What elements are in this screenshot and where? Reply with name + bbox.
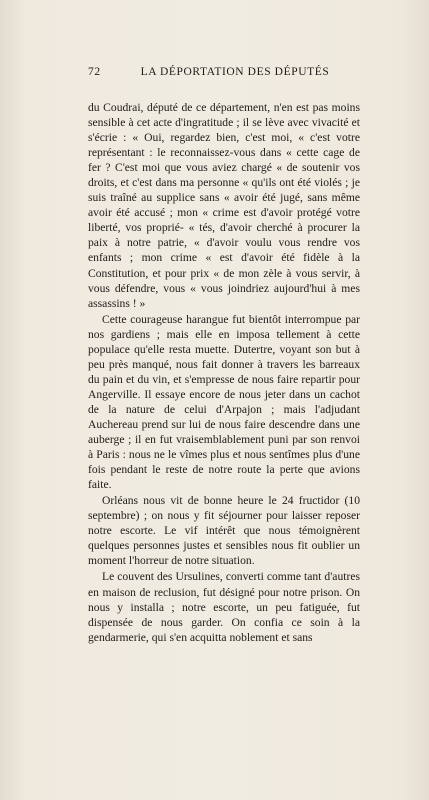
paragraph-speech: du Coudrai, député de ce département, n'en est pas moins sensible à cet acte d'ingratitude ; il se lève avec vivacité et s'écrie : « Oui, regardez bien, c'est moi, « c'est votre représentant : le reconnaissez-vous dans « cette cage de fer ? C'est moi que vous aviez chargé « de soutenir vos droits, et c'est dans ma personne « qu'ils ont été violés ; je suis traîné au supplice sans « avoir été jugé, sans même avoir été accusé ; mon « crime est d'avoir protégé votre liberté, vos proprié- « tés, d'avoir cherché à procurer la paix à notre patrie, « d'avoir voulu vous rendre vos enfants ; mon crime « est d'avoir été fidèle à la Constitution, et pour prix « de mon zèle à vous servir, à vous défendre, vous « vous joindriez aujourd'hui à mes assassins ! » bbox=[88, 101, 360, 310]
paragraph-harangue: Cette courageuse harangue fut bientôt interrompue par nos gardiens ; mais elle en imposa tellement à cette populace qu'elle resta muette. Dutertre, voyant son but à peu près manqué, nous fait donner à travers les barreaux du pain et du vin, et s'empresse de nous faire repartir pour Angerville. Il essaye encore de nous jeter dans un cachot de la nature de celui d'Arpajon ; mais l'adjudant Auchereau prend sur lui de nous faire descendre dans une auberge ; il en fut vraisemblablement puni par son renvoi à Paris : nous ne le vîmes plus et nous sentîmes plus d'une fois pendant le reste de notre route la perte que avions faite. bbox=[88, 312, 360, 492]
body-text bbox=[88, 100, 360, 646]
paragraph-ursulines: Le couvent des Ursulines, converti comme tant d'autres en maison de reclusion, fut désigné pour notre prison. On nous y installa ; notre escorte, un peu fatiguée, fut dispensée de nous garder. On confia ce soin à la gendarmerie, qui s'en acquitta noblement et sans bbox=[88, 570, 360, 644]
running-head: LA DÉPORTATION DES DÉPUTÉS bbox=[140, 66, 330, 78]
paragraph-orleans: Orléans nous vit de bonne heure le 24 fructidor (10 septembre) ; on nous y fit séjourner pour laisser reposer notre escorte. Le vif intérêt que nous témoignèrent quelques personnes justes et sensibles nous fit oublier un moment l'horreur de notre situation. bbox=[88, 494, 360, 568]
page-number: 72 bbox=[88, 66, 101, 78]
page-header bbox=[88, 62, 360, 84]
